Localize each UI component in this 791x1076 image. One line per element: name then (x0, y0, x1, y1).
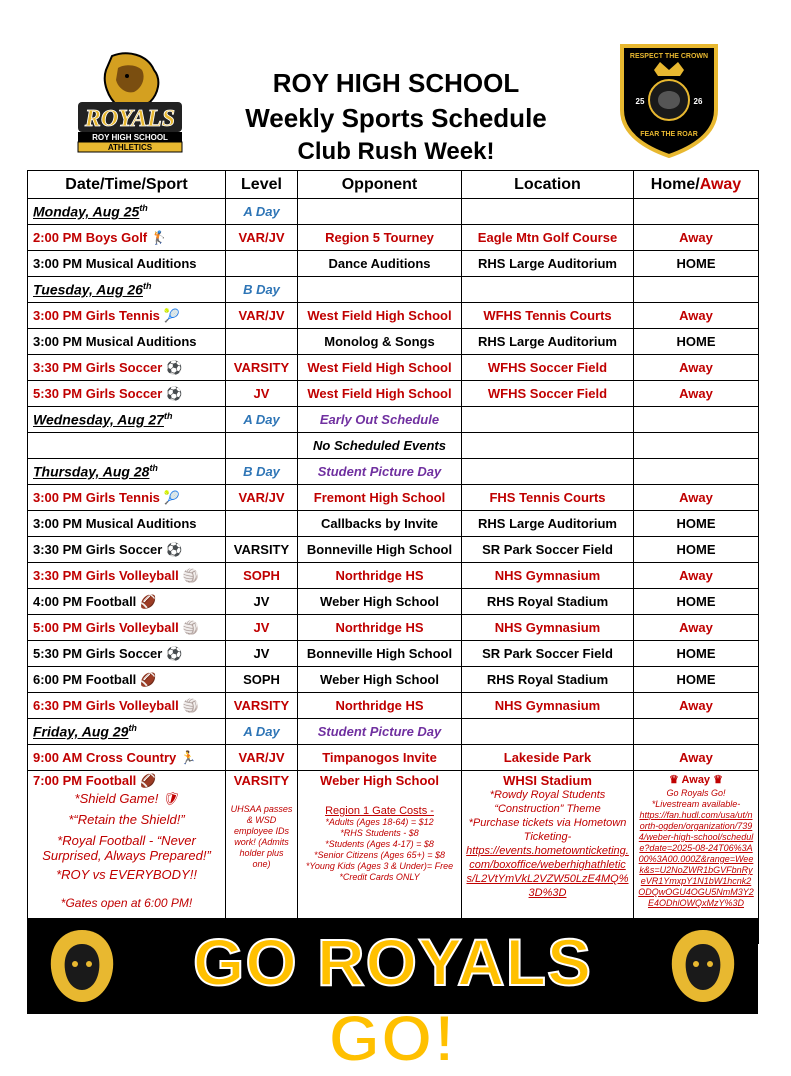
location-cell (462, 459, 634, 485)
day-suffix: th (142, 281, 152, 292)
go-royals-note: Go Royals Go! (666, 788, 726, 798)
event-time-sport: 3:30 PM Girls Soccer (33, 541, 163, 557)
date-cell (28, 693, 226, 719)
sport-icon: ⚽ (166, 541, 183, 557)
livestream-link[interactable]: https://fan.hudl.com/usa/ut/north-ogden/organization/7394/weber-high-school/schedule?date=2025-08-24T06%3A00%3A00.000Z&range=Week&s=U2NoZWR1bGVFbnRyeVR1YmxpY1N1bW1hcnk2ODQwOGU4OGU5NmM3Y2E4ODhlOWQxMzY%3D (638, 810, 754, 908)
day-header-row (28, 407, 759, 433)
opponent-cell: Northridge HS (298, 693, 462, 719)
svg-text:FEAR THE ROAR: FEAR THE ROAR (640, 131, 698, 138)
location-cell (462, 719, 634, 745)
header (0, 0, 791, 170)
home-away-cell: HOME (634, 251, 759, 277)
gate-cost-5: *Young Kids (Ages 3 & Under)= Free (305, 861, 454, 871)
table-header-row (28, 171, 759, 199)
home-away-cell: Away (634, 485, 759, 511)
location-cell: SR Park Soccer Field (462, 641, 634, 667)
location-cell (462, 433, 634, 459)
final-away: Away (681, 774, 711, 786)
sport-icon: 🎾 (163, 489, 181, 505)
col-date: Date/Time/Sport (28, 171, 226, 199)
home-away-cell (634, 407, 759, 433)
level-cell (226, 251, 298, 277)
final-location: WHSI Stadium (503, 773, 592, 788)
table-row (28, 667, 759, 693)
level-cell (226, 329, 298, 355)
date-cell (28, 459, 226, 485)
event-time-sport: 3:00 PM Musical Auditions (33, 256, 197, 271)
day-header-row (28, 199, 759, 225)
home-away-cell: HOME (634, 641, 759, 667)
level-cell: B Day (226, 277, 298, 303)
col-home: Home/ (650, 175, 700, 193)
schedule-table (27, 170, 759, 944)
level-cell: VAR/JV (226, 225, 298, 251)
table-row (28, 745, 759, 771)
opponent-cell: West Field High School (298, 303, 462, 329)
location-cell: FHS Tennis Courts (462, 485, 634, 511)
date-cell (28, 407, 226, 433)
opponent-cell: Region 5 Tourney (298, 225, 462, 251)
location-cell: RHS Large Auditorium (462, 511, 634, 537)
location-cell: RHS Large Auditorium (462, 251, 634, 277)
date-cell (28, 277, 226, 303)
sport-icon: ⚽ (166, 359, 183, 375)
schedule-subtitle: Weekly Sports Schedule (245, 103, 547, 133)
football-icon: 🏈 (140, 773, 157, 788)
respect-the-crown-shield-logo (618, 40, 720, 158)
day-header-row (28, 459, 759, 485)
location-cell: RHS Royal Stadium (462, 589, 634, 615)
opponent-cell: Callbacks by Invite (298, 511, 462, 537)
day-header-row (28, 719, 759, 745)
level-cell: JV (226, 615, 298, 641)
sport-icon: 🏃 (180, 749, 197, 765)
gate-cost-3: *Students (Ages 4-17) = $8 (325, 839, 434, 849)
location-cell: SR Park Soccer Field (462, 537, 634, 563)
location-cell: WFHS Soccer Field (462, 381, 634, 407)
day-label: Wednesday, Aug 27 (33, 411, 164, 428)
home-away-cell (634, 199, 759, 225)
final-note-3: *Royal Football - “Never Surprised, Always Prepared!” (42, 833, 211, 863)
day-label: Tuesday, Aug 26 (33, 281, 143, 298)
opponent-cell: Northridge HS (298, 563, 462, 589)
opponent-cell (298, 277, 462, 303)
final-opponent: Weber High School (320, 773, 439, 788)
lion-head-icon-right (668, 926, 738, 1006)
table-row (28, 433, 759, 459)
date-cell (28, 641, 226, 667)
final-level: VARSITY (233, 773, 290, 788)
final-note-4: *ROY vs EVERYBODY!! (56, 867, 197, 882)
svg-text:RESPECT THE CROWN: RESPECT THE CROWN (629, 53, 709, 60)
opponent-cell: West Field High School (298, 355, 462, 381)
home-away-cell: HOME (634, 589, 759, 615)
svg-text:ROY HIGH SCHOOL: ROY HIGH SCHOOL (92, 133, 168, 142)
day-suffix: th (163, 411, 173, 422)
final-note-1: *Shield Game! 🛡 (74, 791, 179, 806)
opponent-cell: Northridge HS (298, 615, 462, 641)
crown-icon-right: ♛ (710, 774, 723, 786)
sport-icon: ⚽ (166, 645, 183, 661)
level-cell: A Day (226, 719, 298, 745)
sport-icon: 🏈 (140, 671, 157, 687)
date-cell (28, 745, 226, 771)
level-cell (226, 511, 298, 537)
table-row (28, 381, 759, 407)
opponent-cell: Monolog & Songs (298, 329, 462, 355)
home-away-cell: HOME (634, 537, 759, 563)
banner-text: GO ROYALS GO! (193, 925, 592, 1075)
svg-text:ROYALS: ROYALS (84, 106, 176, 132)
table-row (28, 225, 759, 251)
go-royals-banner (27, 918, 758, 1075)
location-cell: NHS Gymnasium (462, 563, 634, 589)
opponent-cell: Dance Auditions (298, 251, 462, 277)
sport-icon: ⚽ (166, 385, 183, 401)
gate-costs-title: Region 1 Gate Costs - (325, 805, 434, 817)
day-suffix: th (128, 723, 137, 734)
level-cell: A Day (226, 199, 298, 225)
date-cell (28, 251, 226, 277)
gate-cost-2: *RHS Students - $8 (340, 828, 419, 838)
lion-head-icon-left (47, 926, 117, 1006)
level-cell: B Day (226, 459, 298, 485)
svg-text:25: 25 (635, 97, 645, 106)
home-away-cell: Away (634, 303, 759, 329)
event-time-sport: 3:30 PM Girls Volleyball (33, 567, 179, 583)
opponent-cell: Student Picture Day (298, 459, 462, 485)
opponent-cell: Weber High School (298, 589, 462, 615)
table-row (28, 615, 759, 641)
day-header-row (28, 277, 759, 303)
date-cell (28, 537, 226, 563)
table-row (28, 537, 759, 563)
sport-icon: 🏌 (151, 229, 168, 245)
day-label: Friday, Aug 29 (33, 723, 129, 740)
sport-icon: 🏈 (140, 593, 157, 609)
opponent-cell: Fremont High School (298, 485, 462, 511)
level-cell: JV (226, 381, 298, 407)
level-cell: VARSITY (226, 693, 298, 719)
home-away-cell: Away (634, 745, 759, 771)
date-cell (28, 355, 226, 381)
home-away-cell: Away (634, 381, 759, 407)
opponent-cell: Early Out Schedule (298, 407, 462, 433)
home-away-cell (634, 459, 759, 485)
location-cell (462, 407, 634, 433)
svg-text:26: 26 (693, 97, 703, 106)
event-time-sport: 5:30 PM Girls Soccer (33, 645, 163, 661)
date-cell (28, 433, 226, 459)
date-cell (28, 199, 226, 225)
sport-icon: 🏐 (182, 619, 199, 635)
col-home-away (634, 171, 759, 199)
final-level-note: UHSAA passes & WSD employee IDs work! (Admits holder plus one) (230, 804, 293, 869)
date-cell (28, 381, 226, 407)
event-time-sport: 3:00 PM Musical Auditions (33, 334, 197, 349)
location-cell: RHS Large Auditorium (462, 329, 634, 355)
table-row (28, 693, 759, 719)
date-cell (28, 589, 226, 615)
date-cell (28, 719, 226, 745)
day-suffix: th (149, 463, 158, 474)
location-note-2: *Purchase tickets via Hometown Ticketing- (468, 817, 627, 843)
school-title: ROY HIGH SCHOOL (272, 68, 520, 98)
day-label: Thursday, Aug 28 (33, 463, 150, 480)
location-note-1: *Rowdy Royal Students “Construction” Theme (489, 789, 606, 815)
final-date: 7:00 PM Football (33, 773, 137, 788)
home-away-cell: Away (634, 563, 759, 589)
date-cell (28, 511, 226, 537)
level-cell: VARSITY (226, 355, 298, 381)
home-away-cell (634, 277, 759, 303)
location-cell: NHS Gymnasium (462, 693, 634, 719)
event-time-sport: 2:00 PM Boys Golf (33, 229, 148, 245)
event-time-sport: 4:00 PM Football (33, 593, 137, 609)
event-time-sport: 3:00 PM Girls Tennis (33, 307, 160, 323)
level-cell: VAR/JV (226, 485, 298, 511)
level-cell: SOPH (226, 667, 298, 693)
home-away-cell: Away (634, 693, 759, 719)
home-away-cell: Away (634, 225, 759, 251)
date-cell (28, 225, 226, 251)
level-cell: SOPH (226, 563, 298, 589)
opponent-cell: No Scheduled Events (298, 433, 462, 459)
location-cell (462, 277, 634, 303)
level-cell: JV (226, 641, 298, 667)
table-row (28, 329, 759, 355)
opponent-cell: Timpanogos Invite (298, 745, 462, 771)
table-row (28, 303, 759, 329)
home-away-cell: Away (634, 615, 759, 641)
home-away-cell (634, 719, 759, 745)
table-row (28, 511, 759, 537)
crown-icon-left: ♛ (669, 774, 682, 786)
date-cell (28, 303, 226, 329)
table-row (28, 589, 759, 615)
gate-cost-1: *Adults (Ages 18-64) = $12 (325, 817, 434, 827)
level-cell: A Day (226, 407, 298, 433)
table-row (28, 251, 759, 277)
gate-cost-4: *Senior Citizens (Ages 65+) = $8 (313, 850, 446, 860)
event-time-sport: 6:00 PM Football (33, 671, 137, 687)
home-away-cell: HOME (634, 511, 759, 537)
location-cell (462, 199, 634, 225)
event-time-sport: 3:00 PM Girls Tennis (33, 489, 160, 505)
opponent-cell: West Field High School (298, 381, 462, 407)
date-cell (28, 667, 226, 693)
home-away-cell (634, 433, 759, 459)
final-away-row (638, 773, 754, 788)
sport-icon: 🏐 (182, 567, 199, 583)
date-cell (28, 485, 226, 511)
home-away-cell: HOME (634, 329, 759, 355)
location-cell: NHS Gymnasium (462, 615, 634, 641)
opponent-cell (298, 199, 462, 225)
sport-icon: 🎾 (163, 307, 181, 323)
col-level: Level (226, 171, 298, 199)
opponent-cell: Bonneville High School (298, 537, 462, 563)
ticket-link[interactable]: https://events.hometownticketing.com/boxoffice/weberhighathletics/L2VtYmVkL2VZW50LzE4MQ%3D%3D (466, 845, 629, 899)
table-row (28, 641, 759, 667)
location-cell: RHS Royal Stadium (462, 667, 634, 693)
opponent-cell: Bonneville High School (298, 641, 462, 667)
final-note-2: *“Retain the Shield!” (68, 812, 185, 827)
opponent-cell: Student Picture Day (298, 719, 462, 745)
gates-open: *Gates open at 6:00 PM! (60, 896, 193, 910)
level-cell: VARSITY (226, 537, 298, 563)
date-cell (28, 329, 226, 355)
table-row (28, 485, 759, 511)
week-title: Club Rush Week! (297, 138, 495, 165)
location-cell: Lakeside Park (462, 745, 634, 771)
livestream-note: *Livestream available- (651, 799, 741, 809)
day-label: Monday, Aug 25 (33, 203, 140, 220)
level-cell: VAR/JV (226, 745, 298, 771)
opponent-cell: Weber High School (298, 667, 462, 693)
location-cell: WFHS Tennis Courts (462, 303, 634, 329)
col-location: Location (462, 171, 634, 199)
sport-icon: 🏐 (182, 697, 199, 713)
table-row (28, 563, 759, 589)
event-time-sport: 3:30 PM Girls Soccer (33, 359, 163, 375)
event-time-sport: 9:00 AM Cross Country (33, 749, 177, 765)
date-cell (28, 563, 226, 589)
day-suffix: th (139, 203, 148, 214)
location-cell: Eagle Mtn Golf Course (462, 225, 634, 251)
home-away-cell: Away (634, 355, 759, 381)
gate-cost-6: *Credit Cards ONLY (339, 872, 420, 882)
event-time-sport: 5:00 PM Girls Volleyball (33, 619, 179, 635)
event-time-sport: 5:30 PM Girls Soccer (33, 385, 163, 401)
event-time-sport: 6:30 PM Girls Volleyball (33, 697, 179, 713)
date-cell (28, 615, 226, 641)
level-cell: VAR/JV (226, 303, 298, 329)
col-away: Away (699, 175, 742, 193)
svg-text:ATHLETICS: ATHLETICS (107, 143, 153, 152)
home-away-cell: HOME (634, 667, 759, 693)
table-row (28, 355, 759, 381)
level-cell: JV (226, 589, 298, 615)
royals-athletics-logo (72, 50, 188, 154)
event-time-sport: 3:00 PM Musical Auditions (33, 516, 197, 531)
level-cell (226, 433, 298, 459)
col-opponent: Opponent (298, 171, 462, 199)
location-cell: WFHS Soccer Field (462, 355, 634, 381)
